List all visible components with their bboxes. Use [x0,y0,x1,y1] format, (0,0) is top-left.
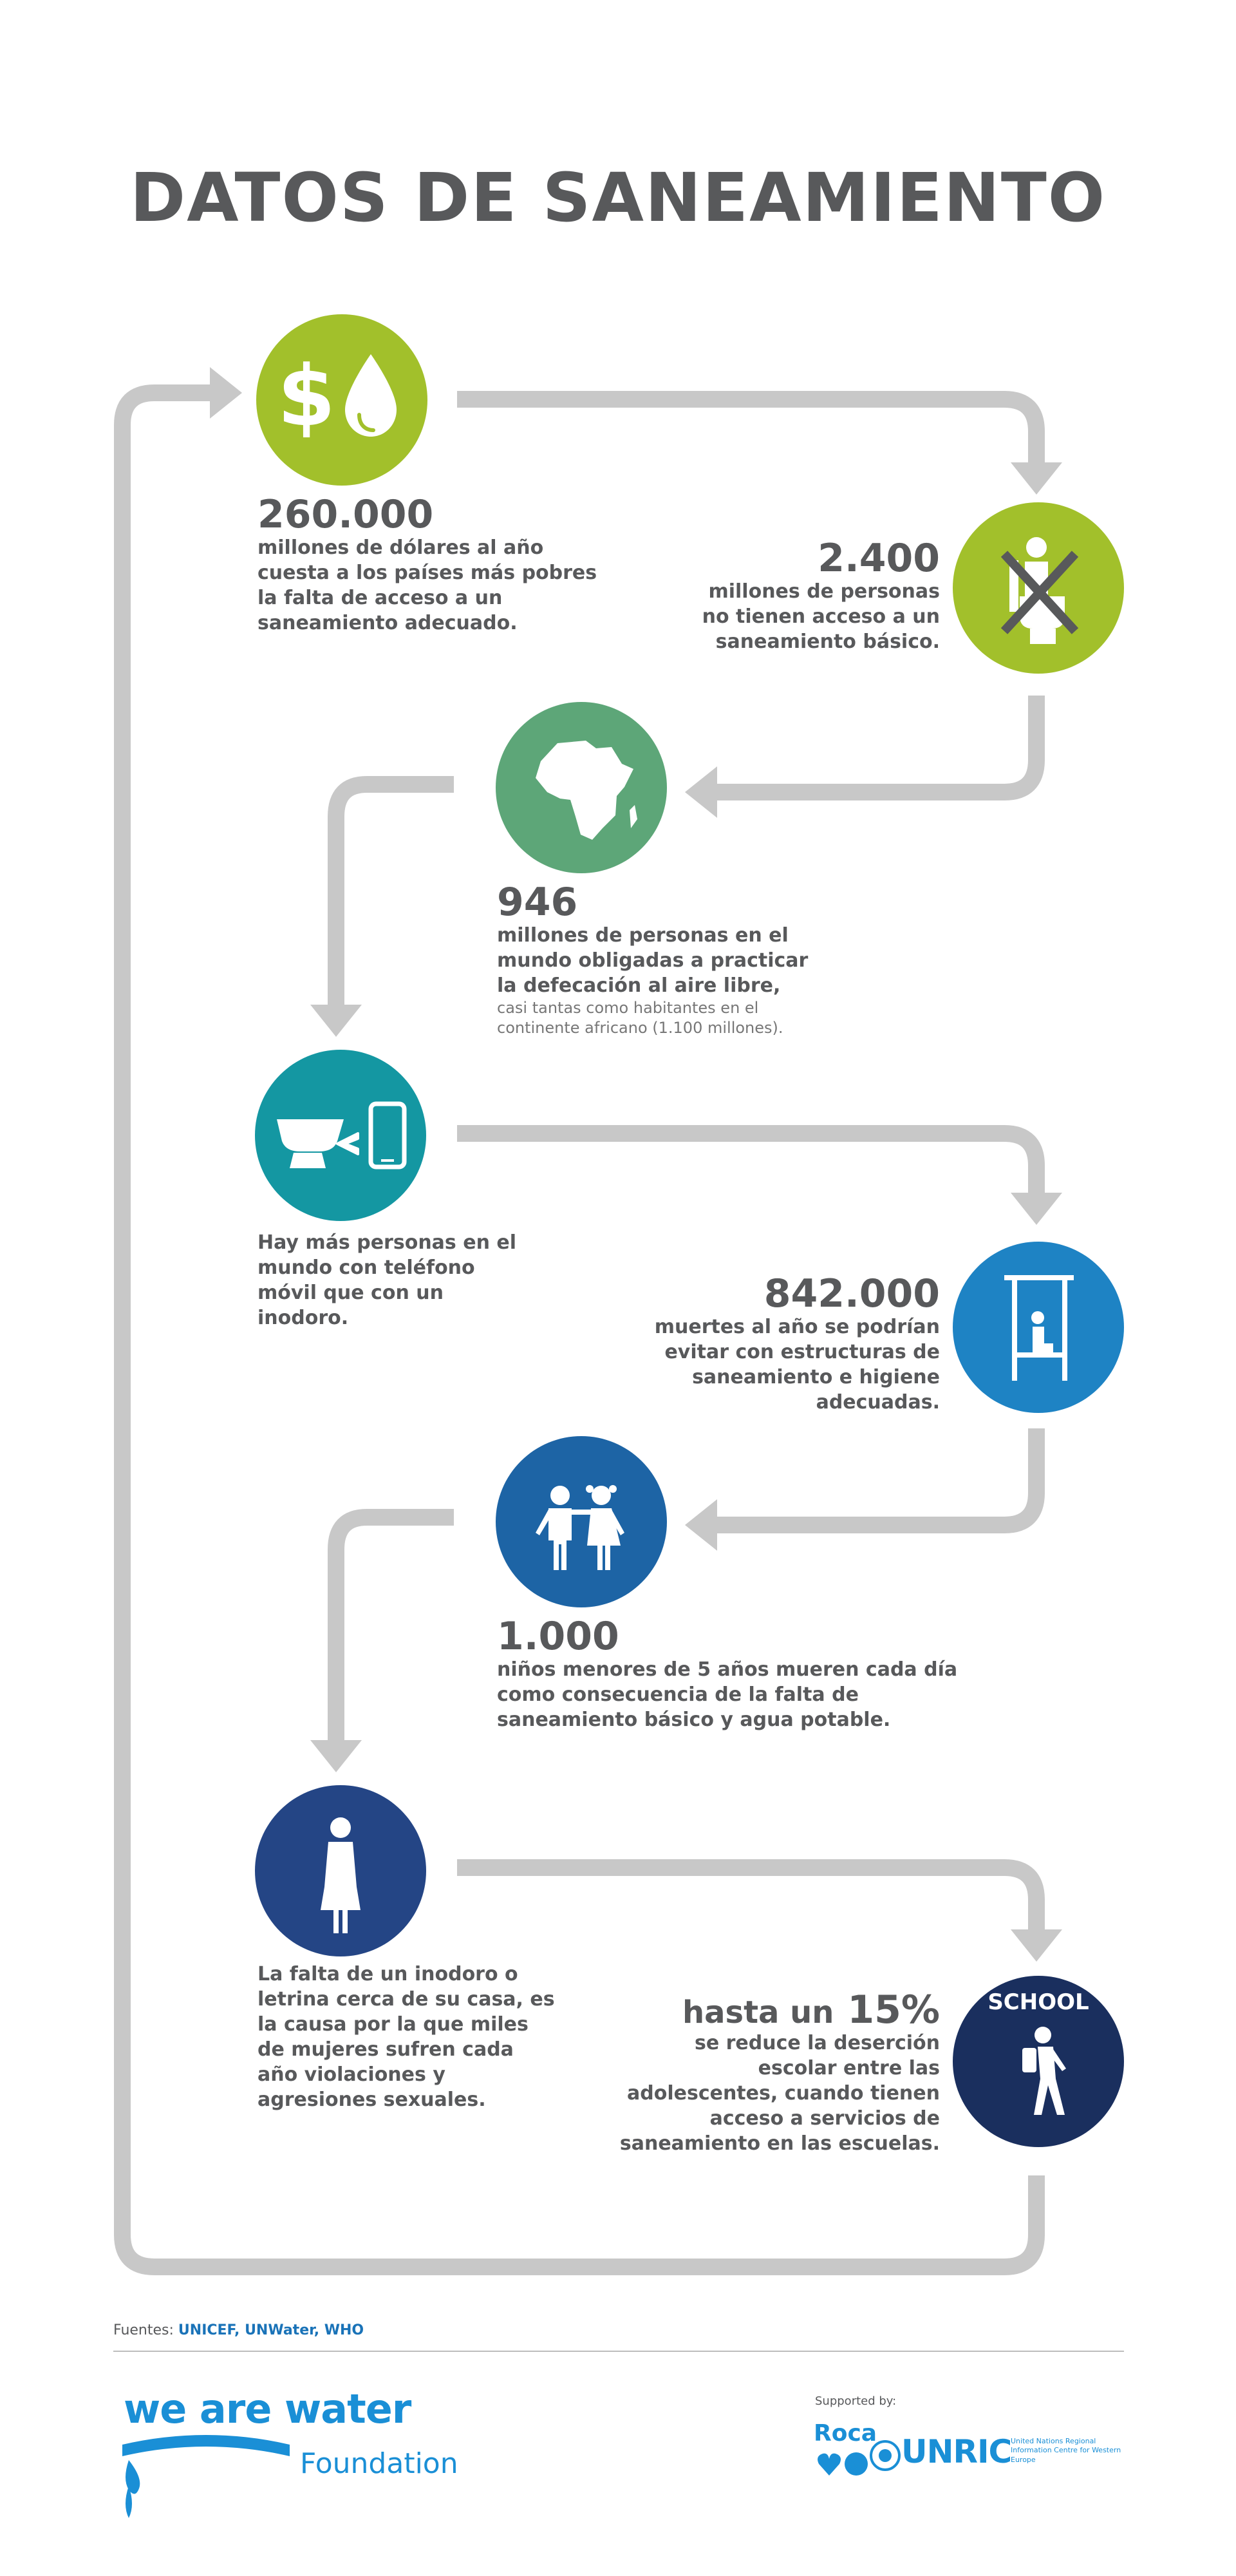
page-title: DATOS DE SANEAMIENTO [129,158,1107,237]
stat-number: 15% [847,1987,940,2032]
two-children-icon [496,1436,667,1607]
stat-number-row [618,1987,940,2032]
school-badge: SCHOOL [988,1989,1089,2015]
stat-number: 1.000 [497,1614,619,1659]
crossed-out-toilet-person-icon [953,502,1124,674]
stat-number: 2.400 [818,536,940,581]
sources-label: Fuentes: [113,2322,174,2338]
stat-description: niños menores de 5 años mueren cada día como consecuencia de la falta de saneamiento básico y agua potable. [497,1658,958,1731]
stat-block-2 [695,538,940,654]
stat-description: se reduce la deserción escolar entre las adolescentes, cuando tienen acceso a servicios de saneamiento en las escuelas. [619,2032,940,2155]
stat-description: millones de dólares al año cuesta a los países más pobres la falta de acceso a un saneamiento adecuado. [258,536,597,634]
toilet-less-than-phone-icon [255,1050,426,1221]
footer-divider [113,2351,1124,2352]
stat-number: 260.000 [258,492,434,537]
latrine-person-icon [953,1242,1124,1413]
dollar-water-drop-icon [256,314,427,486]
stat-description: millones de personas no tienen acceso a un saneamiento básico. [702,580,940,653]
stat-description: Hay más personas en el mundo con teléfono móvil que con un inodoro. [258,1231,516,1329]
roca-logo: Roca [814,2420,877,2447]
we-are-water-logo-text: we are water [124,2385,411,2432]
africa-map-icon [496,702,667,873]
water-wave-logo-icon [109,2428,303,2524]
woman-icon [255,1785,426,1956]
stat-number: 946 [497,880,578,925]
unric-logo: UNRIC [901,2433,1012,2470]
stat-block-5 [599,1271,940,1415]
supported-by-label: Supported by: [815,2394,897,2408]
stat-block-3 [497,882,832,1038]
roca-heart-icon [816,2450,872,2479]
stat-prefix: hasta un [682,1994,834,2031]
stat-number: 842.000 [763,1271,940,1316]
stat-description: muertes al año se podrían evitar con estructuras de saneamiento e higiene adecuadas. [654,1316,940,1414]
stat-block-1 [258,492,618,636]
sources-line [113,2322,364,2338]
foundation-logo-text: Foundation [300,2447,458,2480]
stat-block-7 [258,1962,560,2112]
un-emblem-icon [869,2439,901,2472]
stat-description: La falta de un inodoro o letrina cerca de su casa, es la causa por la que miles de mujeres sufren cada año violaciones y agresiones sexuales. [258,1963,555,2111]
svg-text:$: $ [277,347,336,445]
stat-block-8 [618,1987,940,2156]
stat-block-4 [258,1230,541,1331]
unric-subtitle: United Nations Regional Information Centre for Western Europe [1011,2437,1121,2464]
sources-orgs: UNICEF, UNWater, WHO [178,2322,364,2338]
stat-block-6 [497,1616,960,1732]
stat-subtext: casi tantas como habitantes en el continente africano (1.100 millones). [497,999,783,1037]
school-child-icon [953,1976,1124,2147]
stat-description: millones de personas en el mundo obligadas a practicar la defecación al aire libre, [497,924,809,997]
